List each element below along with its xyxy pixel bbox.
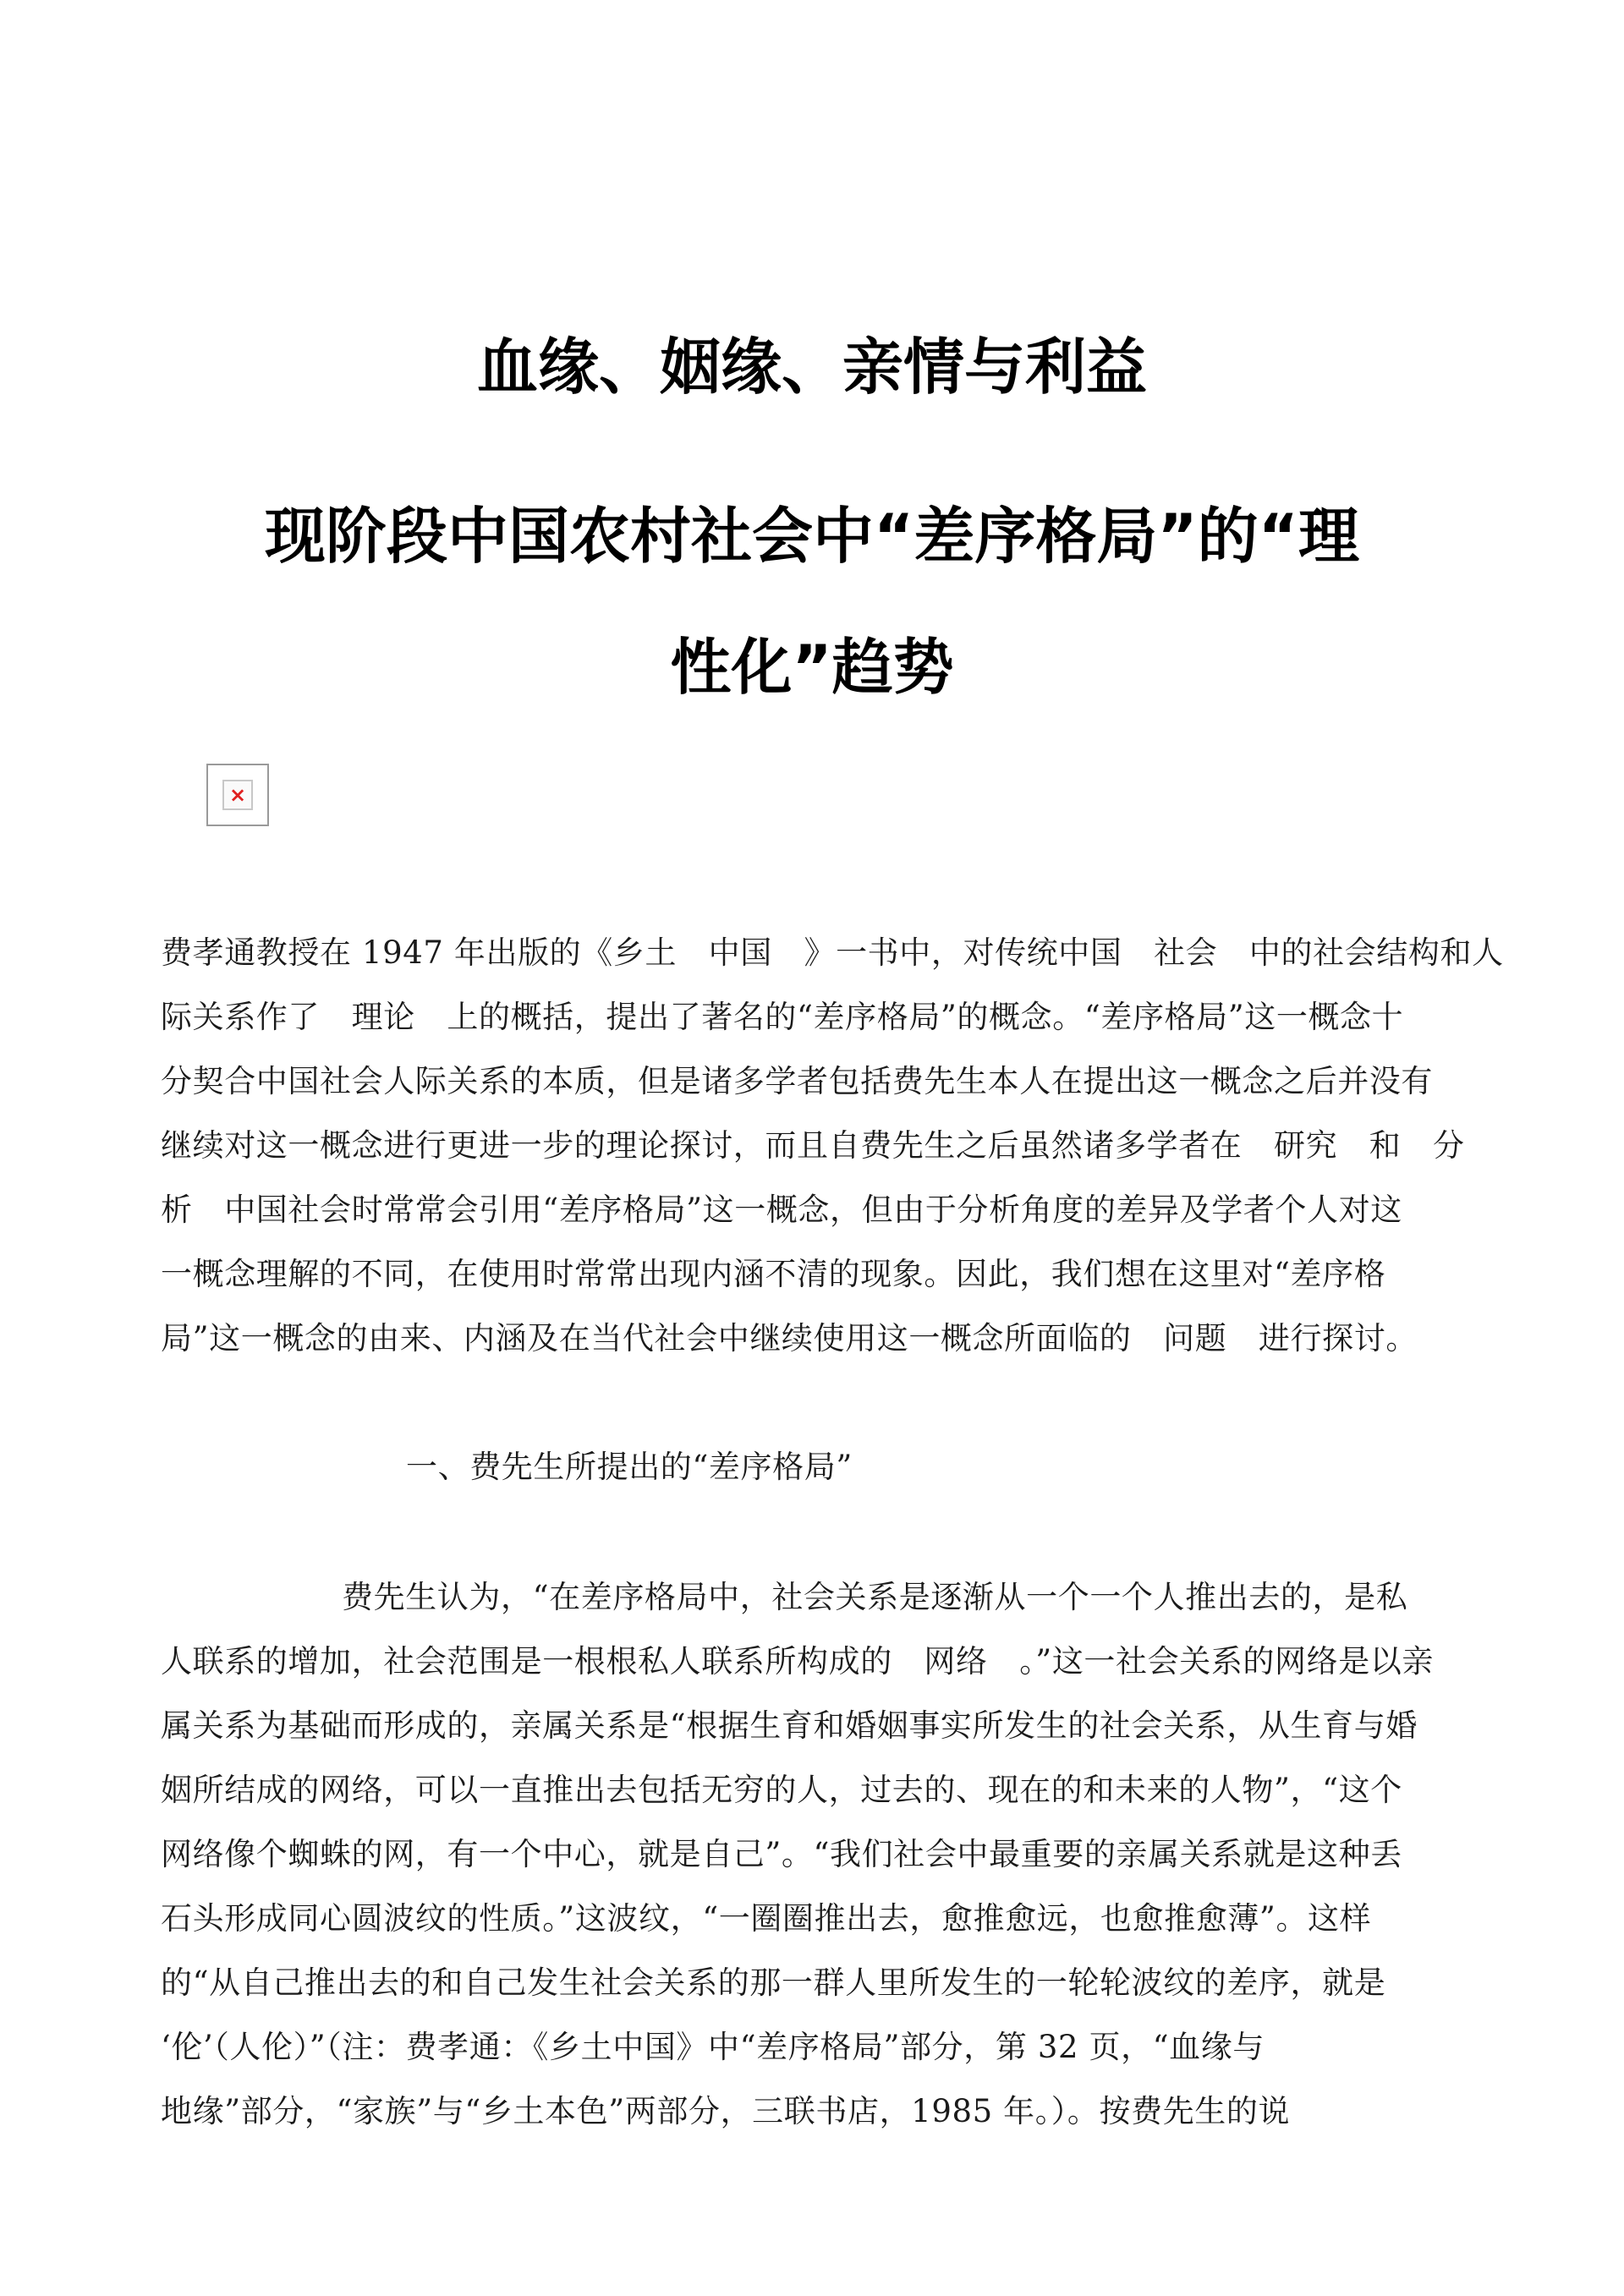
paragraph-1-line: 继续对这一概念进行更进一步的理论探讨，而且自费先生之后虽然诸多学者在 研究 和 分 — [161, 1127, 1465, 1164]
paragraph-1-line: 际关系作了 理论 上的概括，提出了著名的“差序格局”的概念。“差序格局”这一概念十 — [161, 999, 1404, 1035]
broken-image-icon: × — [222, 780, 253, 810]
paragraph-1-line: 分契合中国社会人际关系的本质，但是诸多学者包括费先生本人在提出这一概念之后并没有 — [161, 1063, 1433, 1099]
paragraph-1-line: 一概念理解的不同，在使用时常常出现内涵不清的现象。因此，我们想在这里对“差序格 — [161, 1256, 1386, 1292]
paragraph-1-line: 局”这一概念的由来、内涵及在当代社会中继续使用这一概念所面临的 问题 进行探讨。 — [161, 1320, 1418, 1356]
paragraph-1-line: 费孝通教授在 1947 年出版的《乡土 中国 》一书中，对传统中国 社会 中的社会结构和人 — [161, 934, 1504, 971]
paragraph-2-line: 属关系为基础而形成的，亲属关系是“根据生育和婚姻事实所发生的社会关系，从生育与婚 — [161, 1707, 1418, 1744]
paragraph-2-line: ‘伦’（人伦）”（注：费孝通：《乡土中国》中“差序格局”部分，第 32 页，“血缘与 — [161, 2029, 1265, 2065]
document-subtitle-line-1: 现阶段中国农村社会中“差序格局”的“理 — [265, 501, 1359, 572]
document-subtitle-line-2: 性化”趋势 — [670, 632, 954, 703]
paragraph-2-line: 的“从自己推出去的和自己发生社会关系的那一群人里所发生的一轮轮波纹的差序，就是 — [161, 1964, 1386, 2001]
paragraph-2-line: 姻所结成的网络，可以一直推出去包括无穷的人，过去的、现在的和未来的人物”，“这个 — [161, 1772, 1402, 1808]
document-title: 血缘、姻缘、亲情与利益 — [476, 332, 1147, 403]
section-heading: 一、费先生所提出的“差序格局” — [406, 1449, 853, 1485]
paragraph-2-line: 地缘”部分，“家族”与“乡土本色”两部分，三联书店，1985 年。）。按费先生的说 — [161, 2093, 1291, 2129]
paragraph-2-line: 石头形成同心圆波纹的性质。”这波纹，“一圈圈推出去，愈推愈远，也愈推愈薄”。这样 — [161, 1900, 1372, 1937]
broken-image-placeholder — [206, 764, 269, 826]
paragraph-1-line: 析 中国社会时常常会引用“差序格局”这一概念，但由于分析角度的差异及学者个人对这 — [161, 1192, 1402, 1228]
paragraph-2-line: 费先生认为，“在差序格局中，社会关系是逐渐从一个一个人推出去的，是私 — [342, 1579, 1408, 1615]
paragraph-2-line: 网络像个蜘蛛的网，有一个中心，就是自己”。“我们社会中最重要的亲属关系就是这种丢 — [161, 1836, 1402, 1872]
paragraph-2-line: 人联系的增加，社会范围是一根根私人联系所构成的 网络 。”这一社会关系的网络是以亲 — [161, 1643, 1435, 1680]
